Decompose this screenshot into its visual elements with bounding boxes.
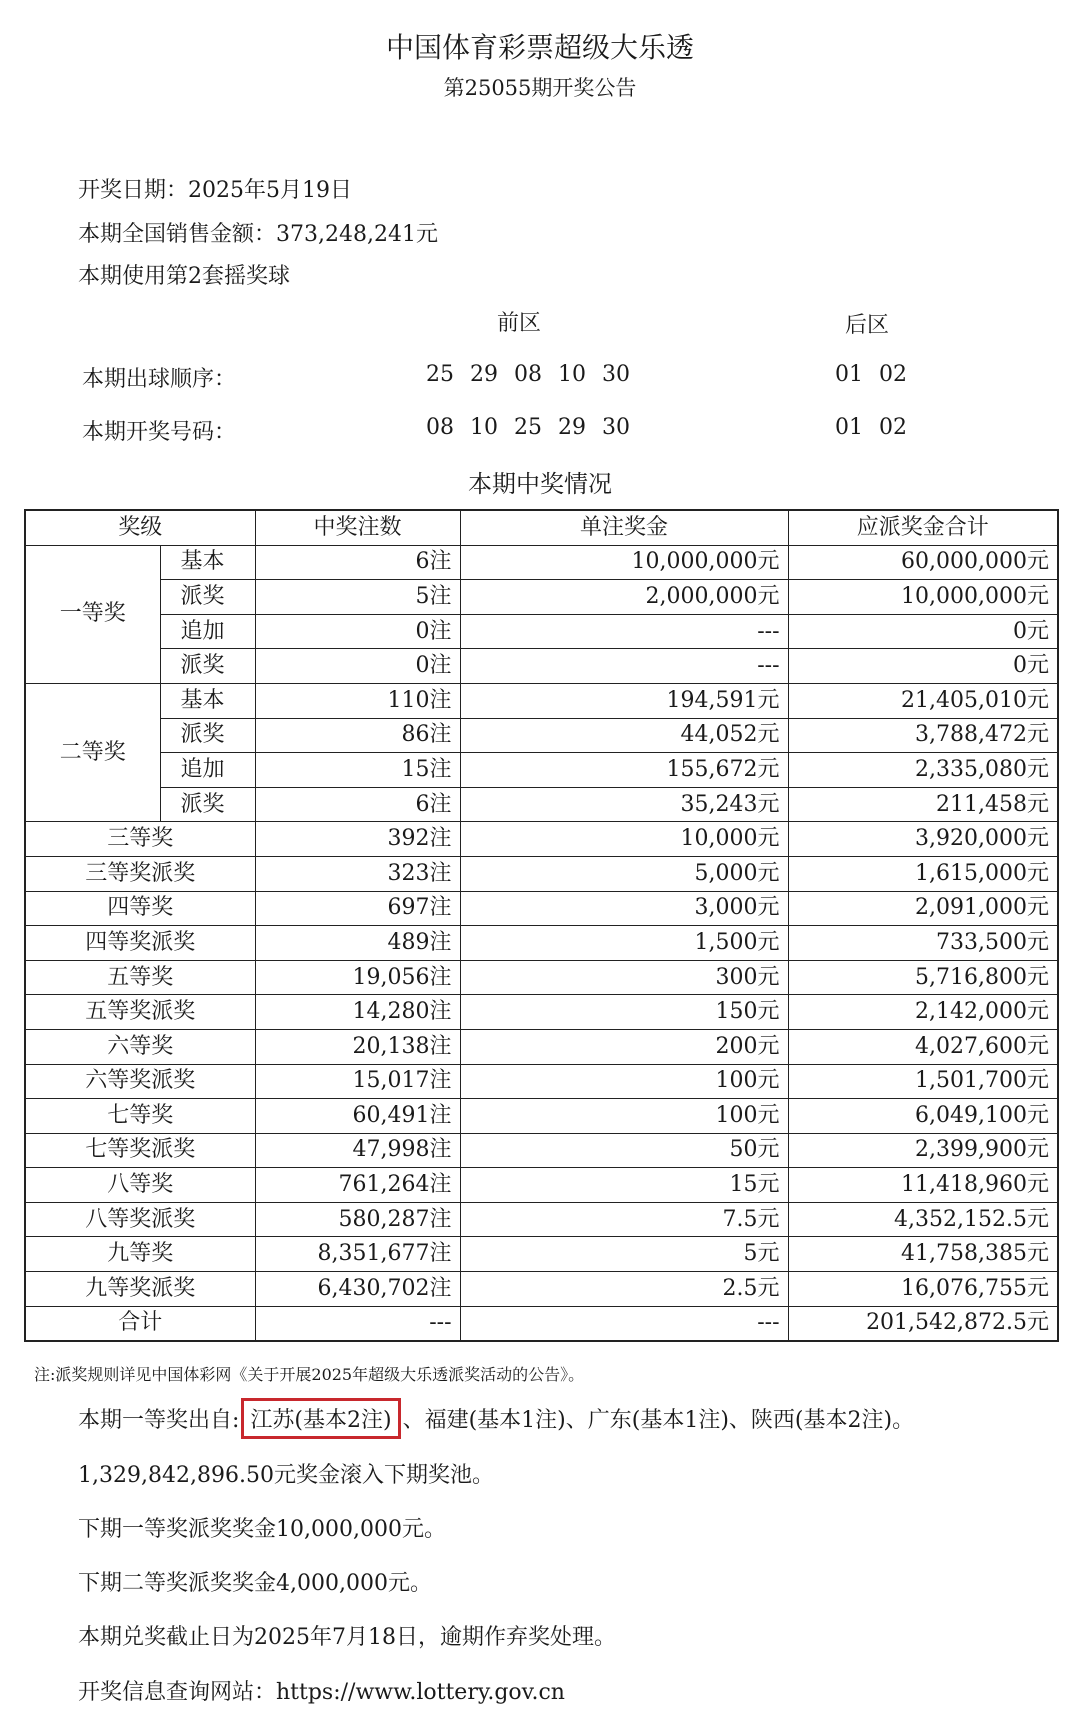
total-cell: 201,542,872.5元 (788, 1306, 1058, 1341)
count-cell: 86注 (255, 718, 460, 753)
first-prize-label: 一等奖 (25, 545, 160, 683)
table-row (25, 753, 1058, 788)
total-cell: 2,142,000元 (788, 995, 1058, 1030)
table-row (25, 1272, 1058, 1307)
sub-level: 基本 (160, 683, 255, 718)
table-row (25, 856, 1058, 891)
count-cell: 6注 (255, 545, 460, 580)
total-cell: 6,049,100元 (788, 1099, 1058, 1134)
total-cell: 10,000,000元 (788, 580, 1058, 615)
header-unit-prize: 单注奖金 (460, 510, 788, 545)
count-cell: --- (255, 1306, 460, 1341)
total-cell: 4,352,152.5元 (788, 1202, 1058, 1237)
count-cell: 761,264注 (255, 1168, 460, 1203)
origin-rest: 、福建(基本1注)、广东(基本1注)、陕西(基本2注)。 (402, 1408, 915, 1433)
ball: 10 (558, 362, 586, 387)
count-cell: 0注 (255, 649, 460, 684)
unit-cell: --- (460, 614, 788, 649)
unit-cell: 100元 (460, 1099, 788, 1134)
table-row (25, 1099, 1058, 1134)
level-cell: 五等奖 (25, 960, 255, 995)
issue-subtitle: 第25055期开奖公告 (443, 76, 637, 100)
level-cell: 九等奖 (25, 1237, 255, 1272)
unit-cell: 100元 (460, 1064, 788, 1099)
draw-order-back (835, 362, 923, 387)
ball: 02 (879, 415, 907, 440)
count-cell: 6,430,702注 (255, 1272, 460, 1307)
total-cell: 41,758,385元 (788, 1237, 1058, 1272)
level-cell: 八等奖 (25, 1168, 255, 1203)
total-cell: 1,501,700元 (788, 1064, 1058, 1099)
count-cell: 323注 (255, 856, 460, 891)
deadline-text: 本期兑奖截止日为2025年7月18日，逾期作弃奖处理。 (78, 1625, 616, 1650)
table-row (25, 926, 1058, 961)
total-cell: 211,458元 (788, 787, 1058, 822)
draw-order-front (426, 362, 646, 387)
total-cell: 5,716,800元 (788, 960, 1058, 995)
ball: 25 (514, 415, 542, 440)
unit-cell: 5,000元 (460, 856, 788, 891)
count-cell: 580,287注 (255, 1202, 460, 1237)
count-cell: 6注 (255, 787, 460, 822)
sub-level: 追加 (160, 753, 255, 788)
ball: 10 (470, 415, 498, 440)
count-cell: 15注 (255, 753, 460, 788)
count-cell: 60,491注 (255, 1099, 460, 1134)
total-cell: 3,788,472元 (788, 718, 1058, 753)
level-cell: 六等奖派奖 (25, 1064, 255, 1099)
level-cell: 七等奖派奖 (25, 1133, 255, 1168)
count-cell: 489注 (255, 926, 460, 961)
draw-date: 开奖日期：2025年5月19日 (78, 178, 352, 203)
ball: 25 (426, 362, 454, 387)
level-cell: 四等奖派奖 (25, 926, 255, 961)
table-row (25, 614, 1058, 649)
unit-cell: 3,000元 (460, 891, 788, 926)
back-zone-heading: 后区 (845, 313, 890, 338)
unit-cell: 35,243元 (460, 787, 788, 822)
ball-set: 本期使用第2套摇奖球 (78, 264, 290, 289)
unit-cell: --- (460, 1306, 788, 1341)
table-row (25, 1064, 1058, 1099)
ball: 01 (835, 415, 863, 440)
level-cell: 五等奖派奖 (25, 995, 255, 1030)
table-row (25, 787, 1058, 822)
draw-numbers-back (835, 415, 923, 440)
sales-amount: 本期全国销售金额：373,248,241元 (78, 222, 438, 247)
sub-level: 派奖 (160, 580, 255, 615)
section-title: 本期中奖情况 (468, 470, 612, 498)
level-cell: 八等奖派奖 (25, 1202, 255, 1237)
level-cell: 六等奖 (25, 1029, 255, 1064)
highlighted-origin: 江苏(基本2注) (241, 1398, 400, 1439)
table-row (25, 1202, 1058, 1237)
ball: 01 (835, 362, 863, 387)
table-row (25, 995, 1058, 1030)
unit-cell: 2.5元 (460, 1272, 788, 1307)
page-title: 中国体育彩票超级大乐透 (385, 31, 694, 64)
unit-cell: 155,672元 (460, 753, 788, 788)
unit-cell: 1,500元 (460, 926, 788, 961)
unit-cell: 300元 (460, 960, 788, 995)
total-cell: 11,418,960元 (788, 1168, 1058, 1203)
unit-cell: 50元 (460, 1133, 788, 1168)
origin-prefix: 本期一等奖出自: (78, 1408, 240, 1433)
ball: 29 (470, 362, 498, 387)
sub-level: 基本 (160, 545, 255, 580)
header-level: 奖级 (25, 510, 255, 545)
total-cell: 0元 (788, 614, 1058, 649)
table-row (25, 580, 1058, 615)
draw-order-label: 本期出球顺序： (82, 367, 237, 392)
unit-cell: --- (460, 649, 788, 684)
unit-cell: 194,591元 (460, 683, 788, 718)
count-cell: 8,351,677注 (255, 1237, 460, 1272)
level-cell: 合计 (25, 1306, 255, 1341)
total-cell: 2,091,000元 (788, 891, 1058, 926)
next-second-prize-text: 下期二等奖派奖奖金4,000,000元。 (78, 1571, 432, 1596)
count-cell: 110注 (255, 683, 460, 718)
table-row (25, 1168, 1058, 1203)
table-row (25, 1133, 1058, 1168)
unit-cell: 10,000元 (460, 822, 788, 857)
unit-cell: 44,052元 (460, 718, 788, 753)
table-row (25, 683, 1058, 718)
ball: 02 (879, 362, 907, 387)
level-cell: 四等奖 (25, 891, 255, 926)
ball: 29 (558, 415, 586, 440)
sub-level: 派奖 (160, 787, 255, 822)
header-count: 中奖注数 (255, 510, 460, 545)
unit-cell: 200元 (460, 1029, 788, 1064)
front-zone-heading: 前区 (497, 311, 542, 336)
next-first-prize-text: 下期一等奖派奖奖金10,000,000元。 (78, 1517, 446, 1542)
total-cell: 2,335,080元 (788, 753, 1058, 788)
sub-level: 派奖 (160, 649, 255, 684)
table-header-row (25, 510, 1058, 545)
ball: 30 (602, 362, 630, 387)
table-row (25, 822, 1058, 857)
count-cell: 0注 (255, 614, 460, 649)
count-cell: 47,998注 (255, 1133, 460, 1168)
header-total: 应派奖金合计 (788, 510, 1058, 545)
draw-numbers-label: 本期开奖号码： (82, 420, 237, 445)
table-row (25, 960, 1058, 995)
count-cell: 697注 (255, 891, 460, 926)
count-cell: 5注 (255, 580, 460, 615)
ball: 08 (426, 415, 454, 440)
total-cell: 4,027,600元 (788, 1029, 1058, 1064)
total-cell: 16,076,755元 (788, 1272, 1058, 1307)
total-cell: 0元 (788, 649, 1058, 684)
table-row (25, 891, 1058, 926)
total-cell: 2,399,900元 (788, 1133, 1058, 1168)
unit-cell: 7.5元 (460, 1202, 788, 1237)
level-cell: 九等奖派奖 (25, 1272, 255, 1307)
total-cell: 21,405,010元 (788, 683, 1058, 718)
total-cell: 1,615,000元 (788, 856, 1058, 891)
sub-level: 派奖 (160, 718, 255, 753)
sub-level: 追加 (160, 614, 255, 649)
total-cell: 733,500元 (788, 926, 1058, 961)
unit-cell: 5元 (460, 1237, 788, 1272)
table-row (25, 718, 1058, 753)
table-row (25, 545, 1058, 580)
ball: 08 (514, 362, 542, 387)
count-cell: 19,056注 (255, 960, 460, 995)
unit-cell: 15元 (460, 1168, 788, 1203)
table-row (25, 1237, 1058, 1272)
count-cell: 15,017注 (255, 1064, 460, 1099)
first-prize-origin (78, 1398, 914, 1439)
ball: 30 (602, 415, 630, 440)
count-cell: 14,280注 (255, 995, 460, 1030)
table-row (25, 649, 1058, 684)
count-cell: 20,138注 (255, 1029, 460, 1064)
level-cell: 三等奖派奖 (25, 856, 255, 891)
unit-cell: 10,000,000元 (460, 545, 788, 580)
draw-numbers-front (426, 415, 646, 440)
table-row (25, 1029, 1058, 1064)
rollover-text: 1,329,842,896.50元奖金滚入下期奖池。 (78, 1463, 494, 1488)
prize-table (24, 509, 1059, 1342)
unit-cell: 150元 (460, 995, 788, 1030)
footnote: 注:派奖规则详见中国体彩网《关于开展2025年超级大乐透派奖活动的公告》。 (34, 1365, 585, 1384)
unit-cell: 2,000,000元 (460, 580, 788, 615)
total-row (25, 1306, 1058, 1341)
second-prize-label: 二等奖 (25, 683, 160, 821)
total-cell: 3,920,000元 (788, 822, 1058, 857)
total-cell: 60,000,000元 (788, 545, 1058, 580)
website-text: 开奖信息查询网站：https://www.lottery.gov.cn (78, 1680, 565, 1705)
level-cell: 三等奖 (25, 822, 255, 857)
count-cell: 392注 (255, 822, 460, 857)
level-cell: 七等奖 (25, 1099, 255, 1134)
